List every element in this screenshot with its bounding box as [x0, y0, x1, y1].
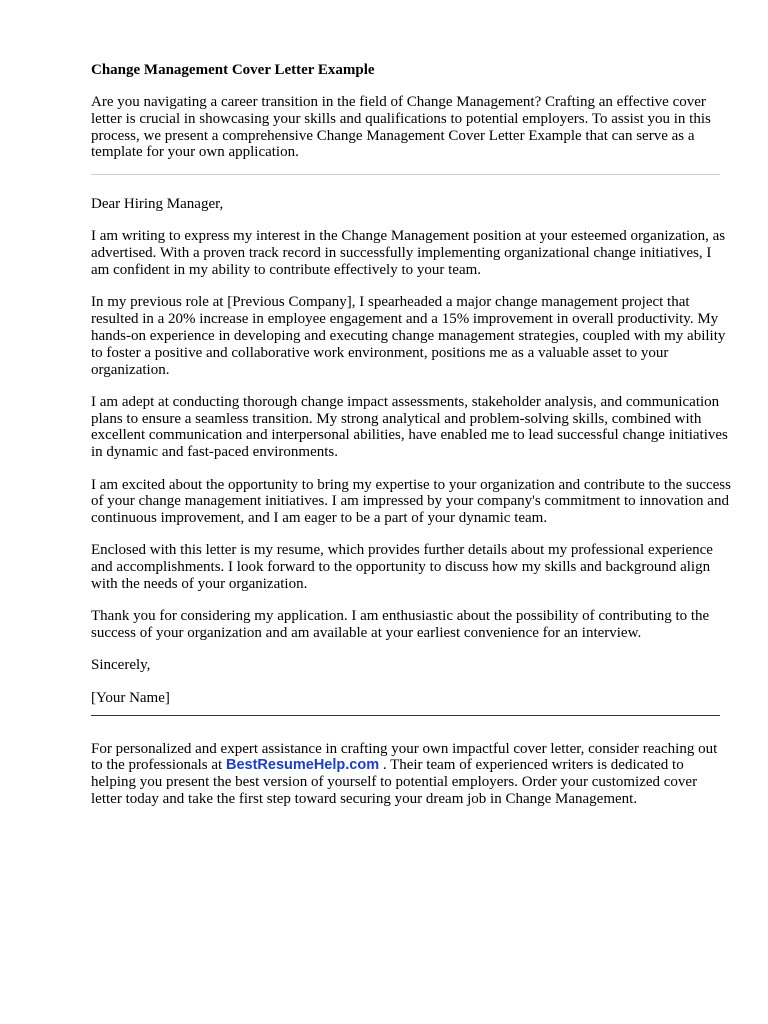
letter-salutation: Dear Hiring Manager, [91, 196, 224, 213]
top-divider [91, 174, 720, 175]
letter-paragraph-1: I am writing to express my interest in the Change Management position at your esteemed organization, as advertised. With a proven track record in successfully implementing organizational change initiatives, I am confident in my ability to contribute effectively to your team. [91, 228, 726, 279]
footer-text-after-link: . Their team of experienced writers is dedicated to helping you present the best version of yourself to potential employers. Order your customized cover letter today and take the first step toward securing your dream job in Change Management. [91, 757, 698, 807]
bestresumehelp-link[interactable]: BestResumeHelp.com [225, 757, 380, 774]
letter-closing: Sincerely, [91, 657, 151, 674]
letter-paragraph-3: I am adept at conducting thorough change impact assessments, stakeholder analysis, and communication plans to ensure a seamless transition. My strong analytical and problem-solving skills, combined with excellent communication and interpersonal abilities, have enabled me to lead successful change initiatives in dynamic and fast-paced environments. [91, 393, 728, 461]
letter-paragraph-4: I am excited about the opportunity to bring my expertise to your organization and contribute to the success of your change management initiatives. I am impressed by your company's commitment to innovation and continuous improvement, and I am eager to be a part of your dynamic team. [91, 476, 731, 527]
bottom-divider [91, 715, 720, 716]
intro-paragraph: Are you navigating a career transition in the field of Change Management? Crafting an effective cover letter is crucial in showcasing your skills and qualifications to potential employers. To assist you in this process, we present a comprehensive Change Management Cover Letter Example that can serve as a template for your own application. [91, 94, 711, 161]
letter-paragraph-2: In my previous role at [Previous Company], I spearheaded a major change management project that resulted in a 20% increase in employee engagement and a 15% improvement in overall productivity. My hands-on experience in developing and executing change management strategies, coupled with my ability to foster a positive and collaborative work environment, positions me as a valuable asset to your organization. [91, 294, 726, 378]
document-title: Change Management Cover Letter Example [91, 62, 375, 78]
document-page [91, 62, 731, 823]
letter-paragraph-6: Thank you for considering my application. I am enthusiastic about the possibility of contributing to the success of your organization and am available at your earliest convenience for an interview. [91, 608, 710, 642]
footer-text-before-link: For personalized and expert assistance in crafting your own impactful cover letter, consider reaching out to the professionals at [91, 740, 718, 774]
footer-paragraph [91, 741, 731, 808]
letter-signature: [Your Name] [91, 689, 170, 706]
letter-paragraph-5: Enclosed with this letter is my resume, which provides further details about my professional experience and accomplishments. I look forward to the opportunity to discuss how my skills and background align with the needs of your organization. [91, 542, 713, 593]
